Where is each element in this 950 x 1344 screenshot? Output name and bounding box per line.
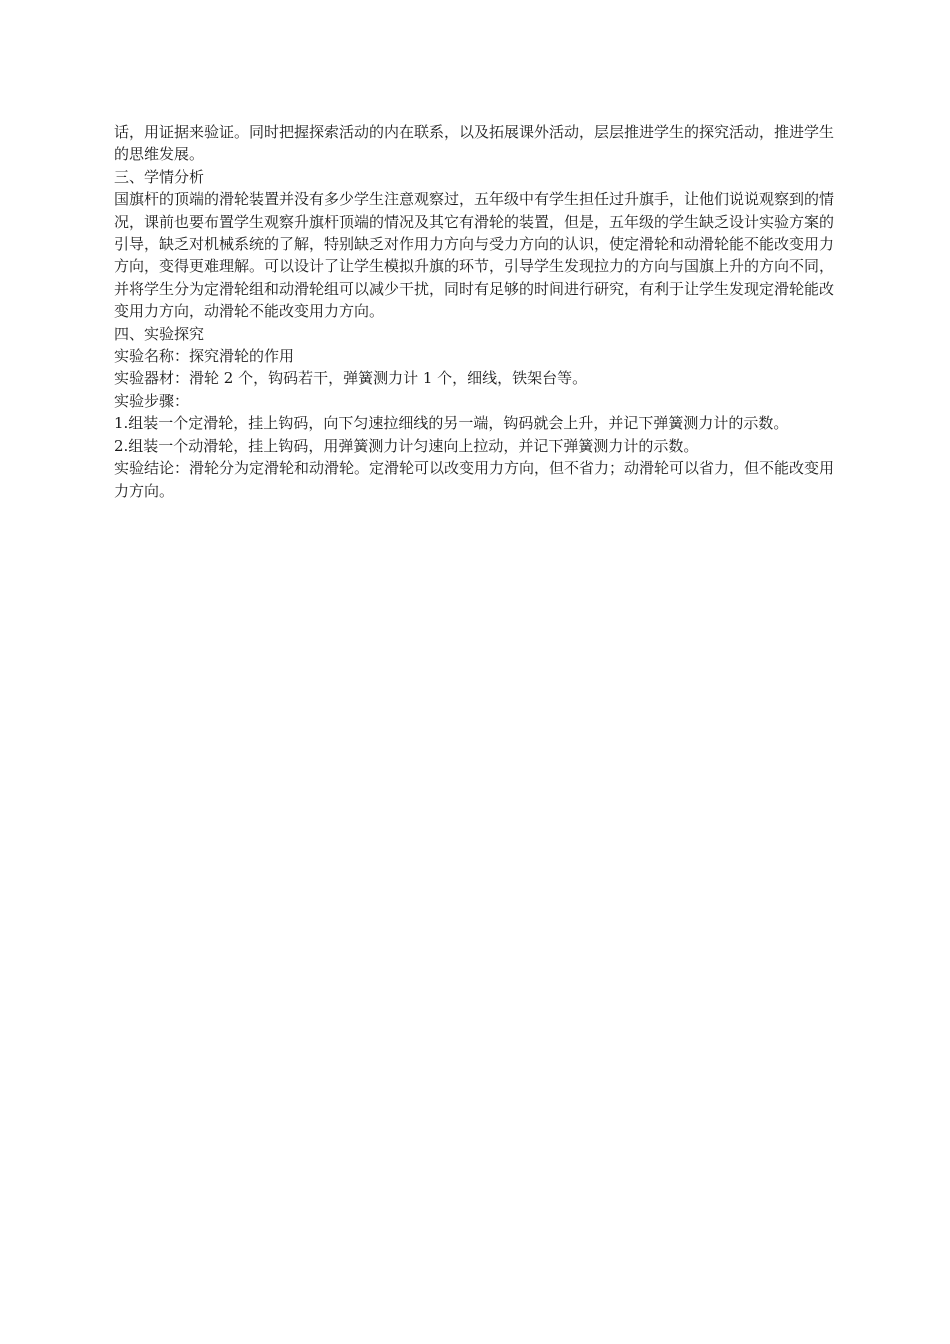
document-body [114, 121, 834, 502]
section-heading-learning-analysis: 三、学情分析 [114, 167, 205, 186]
learning-analysis-paragraph: 国旗杆的顶端的滑轮装置并没有多少学生注意观察过，五年级中有学生担任过升旗手，让他们说说观察到的情况，课前也要布置学生观察升旗杆顶端的情况及其它有滑轮的装置，但是，五年级的学生缺乏设计实验方案的引导，缺乏对机械系统的了解，特别缺乏对作用力方向与受力方向的认识，使定滑轮和动滑轮能不能改变用力方向，变得更难理解。可以设计了让学生模拟升旗的环节，引导学生发现拉力的方向与国旗上升的方向不同，并将学生分为定滑轮组和动滑轮组可以减少干扰，同时有足够的时间进行研究，有利于让学生发现定滑轮能改变用力方向，动滑轮不能改变用力方向。 [114, 190, 835, 321]
section-heading-experiment: 四、实验探究 [114, 324, 205, 343]
experiment-steps-label: 实验步骤： [114, 391, 190, 410]
experiment-name: 实验名称：探究滑轮的作用 [114, 347, 295, 366]
experiment-step-1: 1.组装一个定滑轮，挂上钩码，向下匀速拉细线的另一端，钩码就会上升，并记下弹簧测力计的示数。 [114, 414, 789, 433]
intro-paragraph: 话，用证据来验证。同时把握探索活动的内在联系，以及拓展课外活动，层层推进学生的探究活动，推进学生的思维发展。 [114, 123, 835, 164]
experiment-conclusion: 实验结论：滑轮分为定滑轮和动滑轮。定滑轮可以改变用力方向，但不省力；动滑轮可以省力，但不能改变用力方向。 [114, 459, 835, 500]
experiment-equipment: 实验器材：滑轮 2 个，钩码若干，弹簧测力计 1 个，细线，铁架台等。 [114, 369, 588, 388]
experiment-step-2: 2.组装一个动滑轮，挂上钩码，用弹簧测力计匀速向上拉动，并记下弹簧测力计的示数。 [114, 436, 699, 455]
